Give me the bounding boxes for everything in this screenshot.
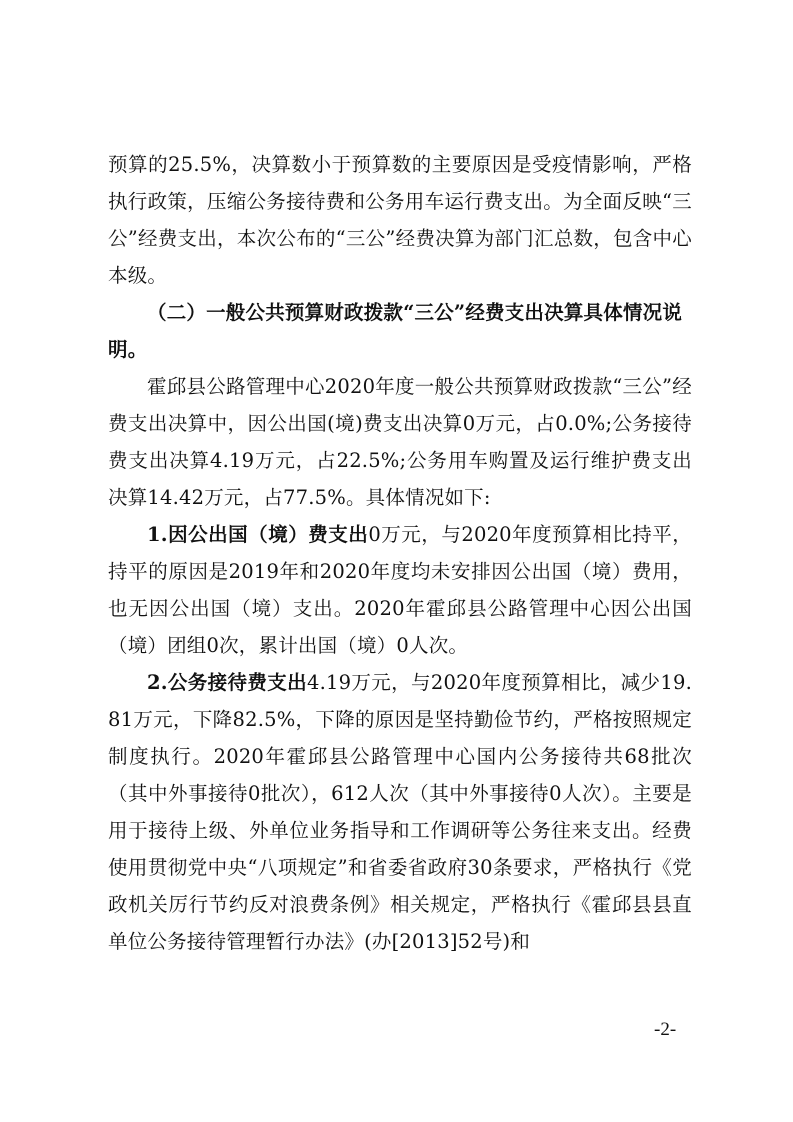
item-2-text: 4.19万元，与2020年度预算相比，减少19.81万元，下降82.5%，下降的原因是坚持勤俭节约，严格按照规定制度执行。2020年霍邱县公路管理中心国内公务接待共68批次（其中外事接待0批次），612人次（其中外事接待0人次）。主要是用于接待上级、外单位业务指导和工作调研等公务往来支出。经费使用贯彻党中央“八项规定”和省委省政府30条要求，严格执行《党政机关厉行节约反对浪费条例》相关规定，严格执行《霍邱县县直单位公务接待管理暂行办法》(办[2013]52号)和: [108, 671, 692, 953]
paragraph-official-reception: [108, 664, 692, 960]
item-2-label: 2.公务接待费支出: [147, 671, 308, 694]
page-number: -2-: [654, 1019, 677, 1040]
item-1-label: 1.因公出国（境）费支出: [147, 523, 369, 546]
paragraph-budget-summary: 预算的25.5%，决算数小于预算数的主要原因是受疫情影响，严格执行政策，压缩公务接待费和公务用车运行费支出。为全面反映“三公”经费支出，本次公布的“三公”经费决算为部门汇总数，包含中心本级。: [108, 153, 692, 287]
document-page: [108, 146, 692, 960]
section-heading: （二）一般公共预算财政拨款“三公”经费支出决算具体情况说明。: [108, 301, 683, 361]
paragraph-expense-overview: 霍邱县公路管理中心2020年度一般公共预算财政拨款“三公”经费支出决算中，因公出国(境)费支出决算0万元，占0.0%;公务接待费支出决算4.19万元，占22.5%;公务用车购置及运行维护费支出决算14.42万元，占77.5%。具体情况如下:: [108, 375, 692, 509]
paragraph-overseas-travel: [108, 516, 692, 664]
item-1-text: 0万元，与2020年度预算相比持平，持平的原因是2019年和2020年度均未安排因公出国（境）费用，也无因公出国（境）支出。2020年霍邱县公路管理中心因公出国（境）团组0次，累计出国（境）0人次。: [108, 523, 692, 657]
